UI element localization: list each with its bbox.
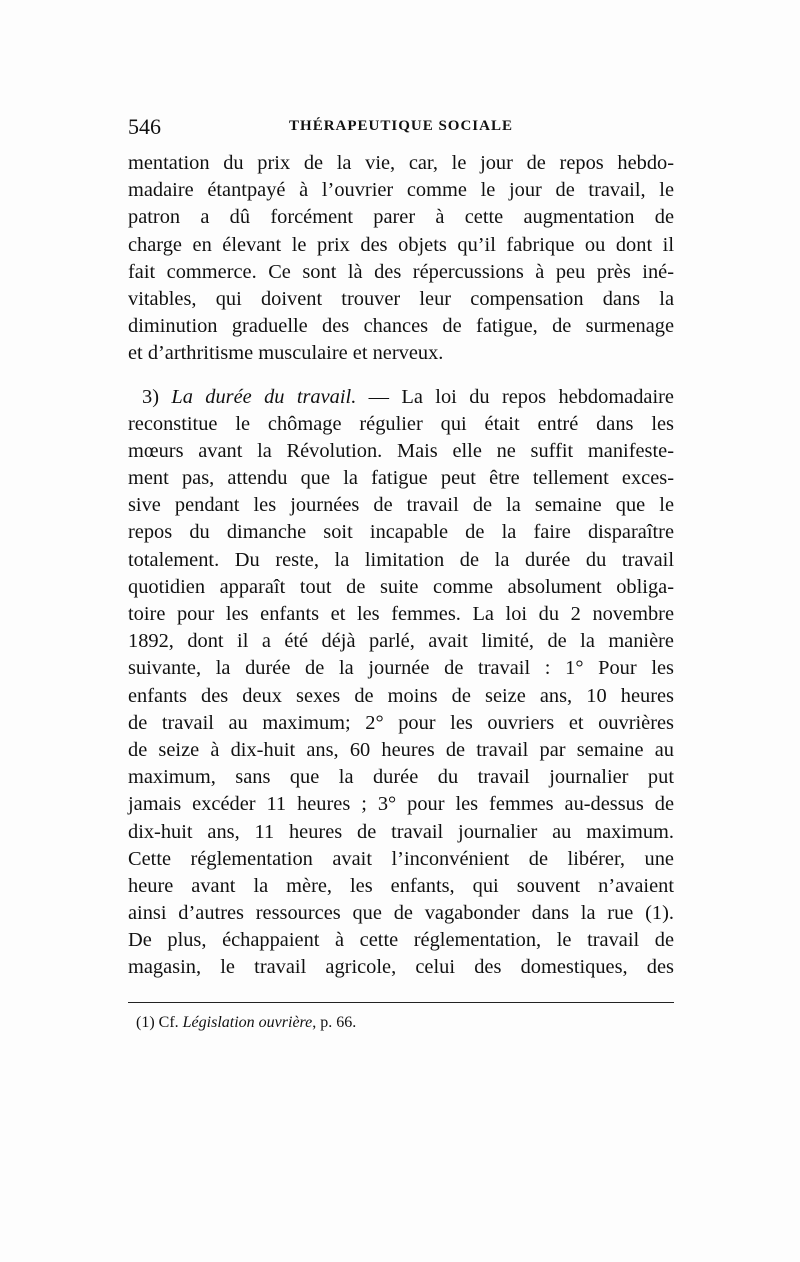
text-line: charge en élevant le prix des objets qu’il fabrique ou dont il (128, 233, 674, 256)
footnote-divider (128, 1002, 674, 1003)
text-line: jamais excéder 11 heures ; 3° pour les femmes au-dessus de (128, 793, 674, 816)
text-line: totalement. Du reste, la limitation de la durée du travail (128, 548, 674, 571)
text-line: mentation du prix de la vie, car, le jour de repos hebdo- (128, 152, 674, 174)
footnote-marker: (1) (136, 1014, 155, 1031)
text-line: diminution graduelle des chances de fatigue, de surmenage (128, 315, 674, 338)
text-line-rest: — La loi du repos hebdomadaire (368, 385, 674, 408)
text-line: sive pendant les journées de travail de la semaine que le (128, 494, 674, 517)
text-line: dix-huit ans, 11 heures de travail journalier au maximum. (128, 820, 674, 843)
text-line: enfants des deux sexes de moins de seize ans, 10 heures (128, 684, 674, 707)
text-line: De plus, échappaient à cette réglementation, le travail de (128, 929, 674, 952)
running-title: THÉRAPEUTIQUE SOCIALE (289, 118, 513, 134)
text-line: de seize à dix-huit ans, 60 heures de travail par semaine au (128, 738, 674, 761)
footnote (136, 1014, 356, 1032)
text-line: ainsi d’autres ressources que de vagabonder dans la rue (1). (128, 902, 674, 925)
text-line: vitables, qui doivent trouver leur compensation dans la (128, 287, 674, 310)
text-line: suivante, la durée de la journée de travail : 1° Pour les (128, 657, 674, 680)
footnote-prefix: Cf. (158, 1014, 179, 1031)
text-line: mœurs avant la Révolution. Mais elle ne suffit manifeste- (128, 439, 674, 462)
text-line: madaire étantpayé à l’ouvrier comme le jour de travail, le (128, 179, 674, 202)
section-heading-line (128, 384, 674, 411)
page-header (128, 114, 674, 142)
page-number: 546 (128, 114, 161, 139)
text-line: Cette réglementation avait l’inconvénient de libérer, une (128, 847, 674, 870)
text-line: toire pour les enfants et les femmes. La loi du 2 novembre (128, 603, 674, 625)
body-text (128, 150, 674, 982)
text-line: de travail au maximum; 2° pour les ouvriers et ouvrières (128, 711, 674, 734)
text-line: 1892, dont il a été déjà parlé, avait limité, de la manière (128, 630, 674, 653)
paragraph-2 (128, 384, 674, 982)
section-label: 3) (142, 385, 159, 408)
text-line: reconstitue le chômage régulier qui était entré dans les (128, 412, 674, 435)
footnote-page-ref: , p. 66. (312, 1014, 357, 1031)
section-heading: La durée du travail. (171, 385, 357, 408)
text-line: repos du dimanche soit incapable de la faire disparaître (128, 521, 674, 544)
footnote-title: Législation ouvrière (182, 1014, 313, 1031)
paragraph-1 (128, 150, 674, 368)
text-line: fait commerce. Ce sont là des répercussions à peu près iné- (128, 260, 674, 283)
text-line: heure avant la mère, les enfants, qui souvent n’avaient (128, 874, 674, 897)
text-line: et d’arthritisme musculaire et nerveux. (128, 342, 444, 365)
text-line: patron a dû forcément parer à cette augmentation de (128, 206, 674, 229)
text-line: quotidien apparaît tout de suite comme absolument obliga- (128, 575, 674, 598)
text-line: magasin, le travail agricole, celui des domestiques, des (128, 956, 674, 979)
text-line: maximum, sans que la durée du travail journalier put (128, 766, 674, 789)
text-line: ment pas, attendu que la fatigue peut être tellement exces- (128, 467, 674, 490)
paragraph-gap (128, 368, 674, 384)
